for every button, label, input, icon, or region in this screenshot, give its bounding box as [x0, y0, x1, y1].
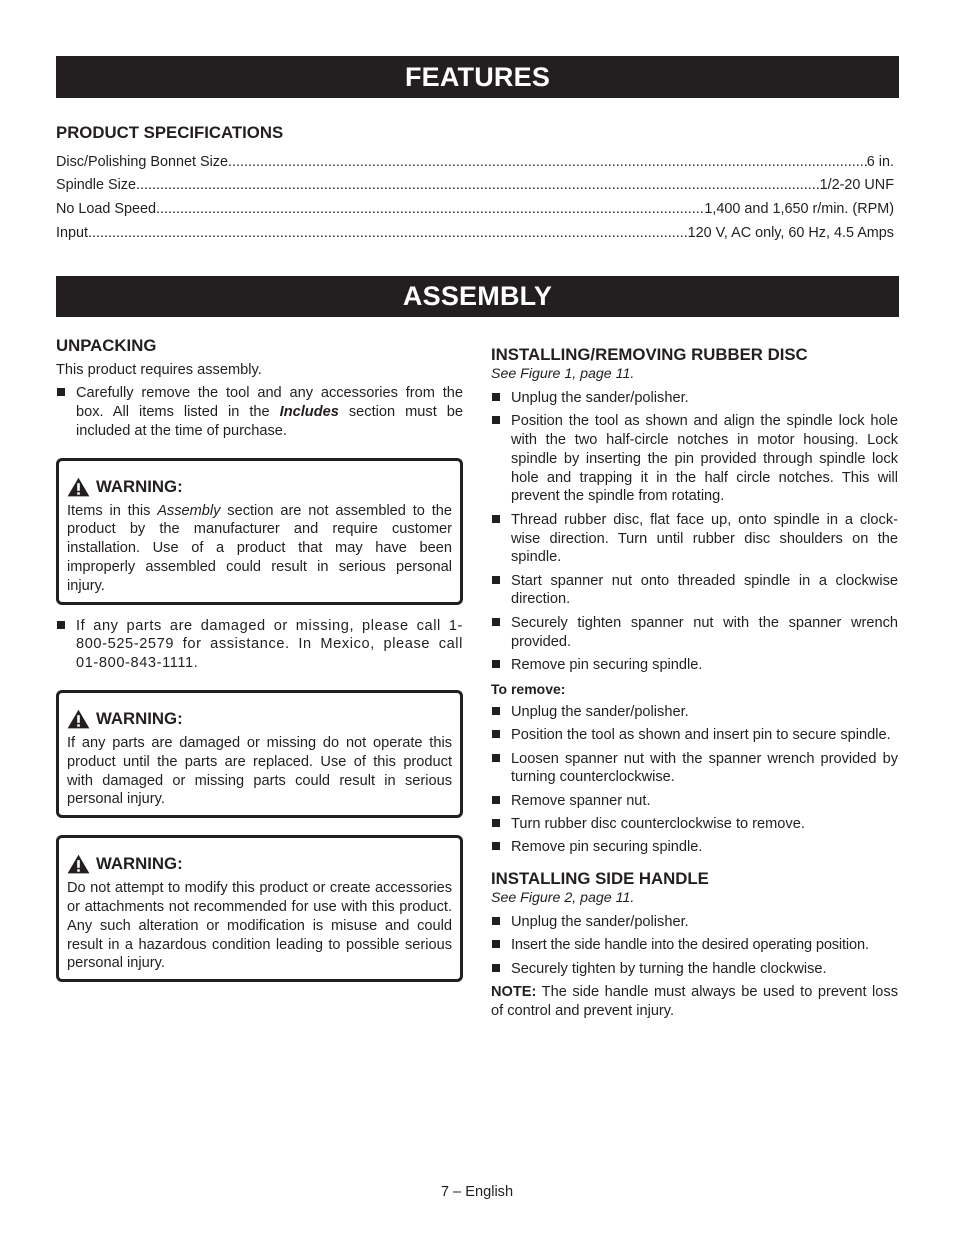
list-item: Turn rubber disc counterclockwise to remove. — [491, 815, 898, 834]
includes-emphasis: Includes — [279, 404, 339, 421]
unpacking-list — [56, 617, 463, 673]
warning-triangle-icon — [67, 709, 90, 729]
list-item: Position the tool as shown and insert pin to secure spindle. — [491, 726, 898, 745]
spec-label: Disc/Polishing Bonnet Size — [56, 153, 228, 170]
spec-label: Input — [56, 224, 89, 241]
list-item: If any parts are damaged or missing, please call 1-800-525-2579 for assistance. In Mexico, please call 01-800-843-1111. — [56, 617, 463, 673]
to-remove-label: To remove: — [491, 680, 566, 697]
warning-header — [67, 477, 452, 497]
warning-label: WARNING: — [96, 854, 183, 874]
warning-text: Do not attempt to modify this product or create accessories or attachments not recommended for use with this product. Any such alteration or modification is misuse and could result in a hazardous condition leading to possible serious personal injury. — [67, 880, 452, 972]
list-item: Remove spanner nut. — [491, 792, 898, 811]
list-item: Unplug the sander/polisher. — [491, 913, 898, 932]
spec-label: Spindle Size — [56, 177, 136, 194]
list-item: Position the tool as shown and align the spindle lock hole with the two half-circle notches in motor housing. Lock spindle by inserting the pin provided through spindle lock hole and trapping it in the half circle notches. This will prevent the spindle from rotating. — [491, 412, 898, 506]
list-item: Remove pin securing spindle. — [491, 656, 898, 675]
warning-label: WARNING: — [96, 476, 183, 496]
side-handle-note: NOTE: The side handle must always be used to prevent loss of control and prevent injury. — [491, 984, 898, 1020]
warning-text: Items in this Assembly section are not assembled to the product by the manufacturer and require customer installation. Use of a product that may have been improperly assembled could result in serious personal injury. — [67, 502, 453, 594]
list-item: Loosen spanner nut with the spanner wrench provided by turning counterclockwise. — [491, 750, 898, 788]
spec-row — [56, 172, 894, 196]
right-column — [491, 345, 898, 1021]
dot-leader — [156, 200, 704, 219]
list-item: Securely tighten by turning the handle clockwise. — [491, 960, 898, 979]
warning-text: If any parts are damaged or missing do not operate this product until the parts are replaced. Use of this product with damaged or missing parts could result in serious personal injury. — [67, 735, 452, 808]
left-column — [56, 336, 463, 982]
rubber-disc-heading: INSTALLING/REMOVING RUBBER DISC — [491, 345, 808, 364]
list-item: Remove pin securing spindle. — [491, 838, 898, 857]
spec-value: 1,400 and 1,650 r/min. (RPM) — [704, 200, 894, 217]
features-banner: FEATURES — [56, 56, 899, 98]
rubber-disc-steps — [491, 389, 898, 675]
spec-label: No Load Speed — [56, 200, 157, 217]
spec-row — [56, 195, 894, 219]
list-item: Thread rubber disc, flat face up, onto spindle in a clock-wise direction. Turn until rubber disc shoulders on the spindle. — [491, 511, 898, 567]
dot-leader — [88, 224, 688, 243]
list-item: Securely tighten spanner nut with the spanner wrench provided. — [491, 614, 898, 652]
assembly-banner: ASSEMBLY — [56, 276, 899, 317]
dot-leader — [136, 176, 820, 195]
dot-leader — [228, 153, 867, 172]
figure-reference: See Figure 1, page 11. — [491, 366, 635, 382]
list-item: Unplug the sander/polisher. — [491, 703, 898, 722]
page-footer: 7 – English — [440, 1184, 514, 1200]
note-label: NOTE: — [491, 984, 537, 1001]
warning-triangle-icon — [67, 477, 90, 497]
unpacking-list — [56, 384, 463, 440]
figure-reference: See Figure 2, page 11. — [491, 890, 635, 907]
spec-row — [56, 219, 894, 243]
side-handle-steps — [491, 913, 898, 978]
unpacking-intro: This product requires assembly. — [56, 362, 262, 378]
unpacking-heading: UNPACKING — [56, 336, 157, 355]
warning-box — [56, 835, 463, 982]
warning-triangle-icon — [67, 854, 90, 874]
spec-row — [56, 148, 894, 172]
list-item: Unplug the sander/polisher. — [491, 389, 898, 408]
spec-value: 120 V, AC only, 60 Hz, 4.5 Amps — [687, 224, 894, 241]
warning-header — [67, 709, 452, 729]
list-item: Start spanner nut onto threaded spindle in a clockwise direction. — [491, 572, 898, 610]
warning-box — [56, 690, 463, 818]
spec-value: 6 in. — [866, 153, 894, 170]
list-item: Insert the side handle into the desired operating position. — [491, 936, 898, 955]
warning-header — [67, 854, 452, 874]
specs-heading: PRODUCT SPECIFICATIONS — [56, 123, 284, 142]
list-item: Carefully remove the tool and any accessories from the box. All items listed in the Includes section must be included at the time of purchase. — [56, 384, 463, 440]
side-handle-heading: INSTALLING SIDE HANDLE — [491, 869, 709, 889]
product-specifications — [56, 123, 894, 242]
spec-value: 1/2-20 UNF — [819, 177, 894, 194]
warning-box — [56, 458, 463, 605]
warning-label: WARNING: — [96, 709, 183, 729]
remove-steps — [491, 703, 898, 857]
